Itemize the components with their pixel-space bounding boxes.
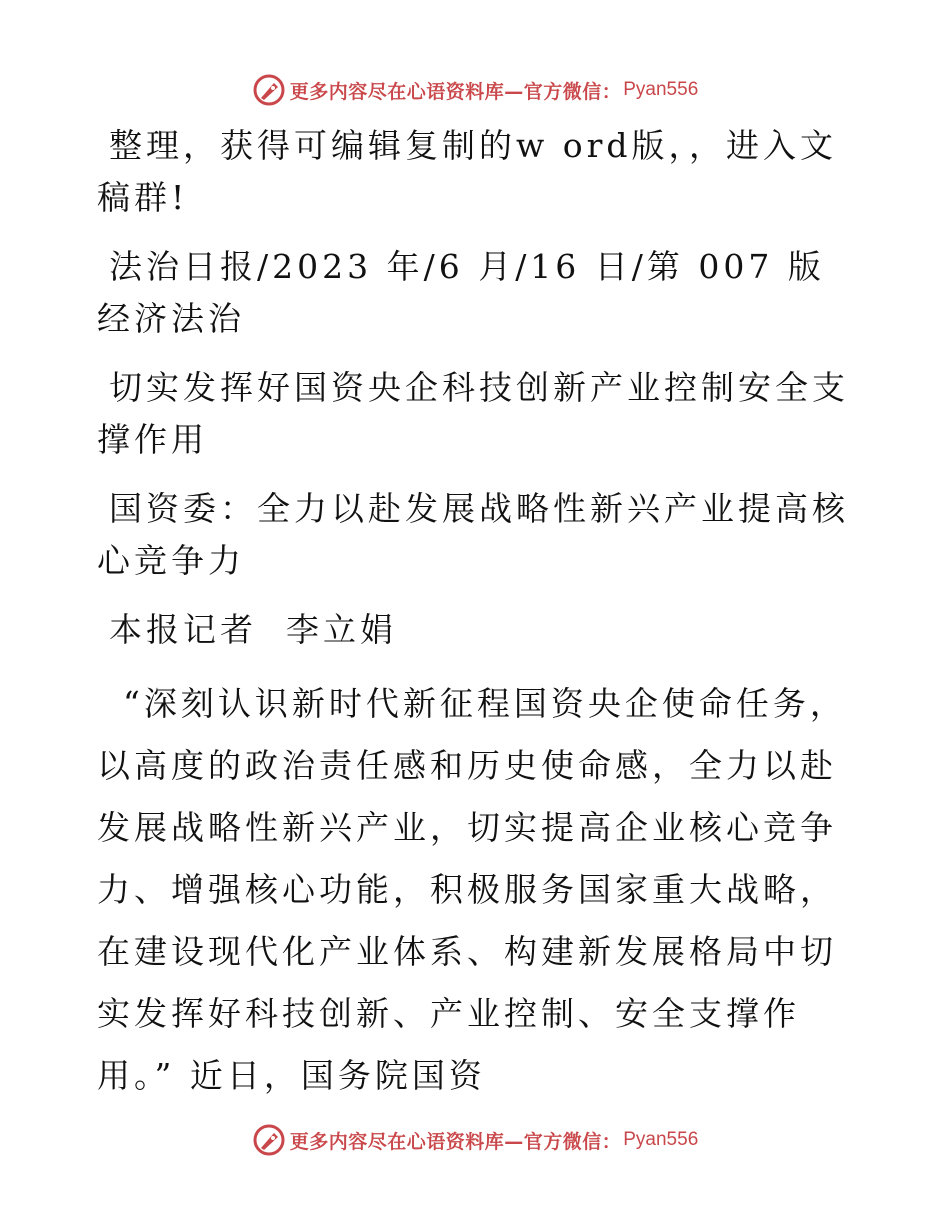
wechat-id: Pyan556 xyxy=(623,1129,699,1150)
banner-text: 更多内容尽在心语资料库—官方微信： xyxy=(289,80,622,103)
intro-paragraph: 整理，获得可编辑复制的w ord版，，进入文稿群! xyxy=(97,126,838,217)
banner-text: 更多内容尽在心语资料库—官方微信： xyxy=(289,1130,622,1153)
article-title: 切实发挥好国资央企科技创新产业控制安全支撑作用 xyxy=(97,368,849,459)
document-body xyxy=(97,120,849,1124)
body-paragraph: “深刻认识新时代新征程国资央企使命任务，以高度的政治责任感和历史使命感，全力以赴发展战略性新兴产业，切实提高企业核心竞争力、增强核心功能，积极服务国家重大战略，在建设现代化产业体系、构建新发展格局中切实发挥好科技创新、产业控制、安全支撑作用。” 近日，国务院国资 xyxy=(97,684,847,1095)
pen-nib-logo-icon xyxy=(252,1123,286,1157)
pen-nib-logo-icon xyxy=(252,73,286,107)
source-line: 法治日报/2023 年/6 月/16 日/第 007 版经济法治 xyxy=(97,247,825,338)
footer-banner xyxy=(0,1120,950,1160)
byline: 本报记者 李立娟 xyxy=(109,610,397,649)
header-banner xyxy=(0,70,950,110)
article-subtitle: 国资委：全力以赴发展战略性新兴产业提高核心竞争力 xyxy=(97,489,849,580)
wechat-id: Pyan556 xyxy=(623,79,699,100)
